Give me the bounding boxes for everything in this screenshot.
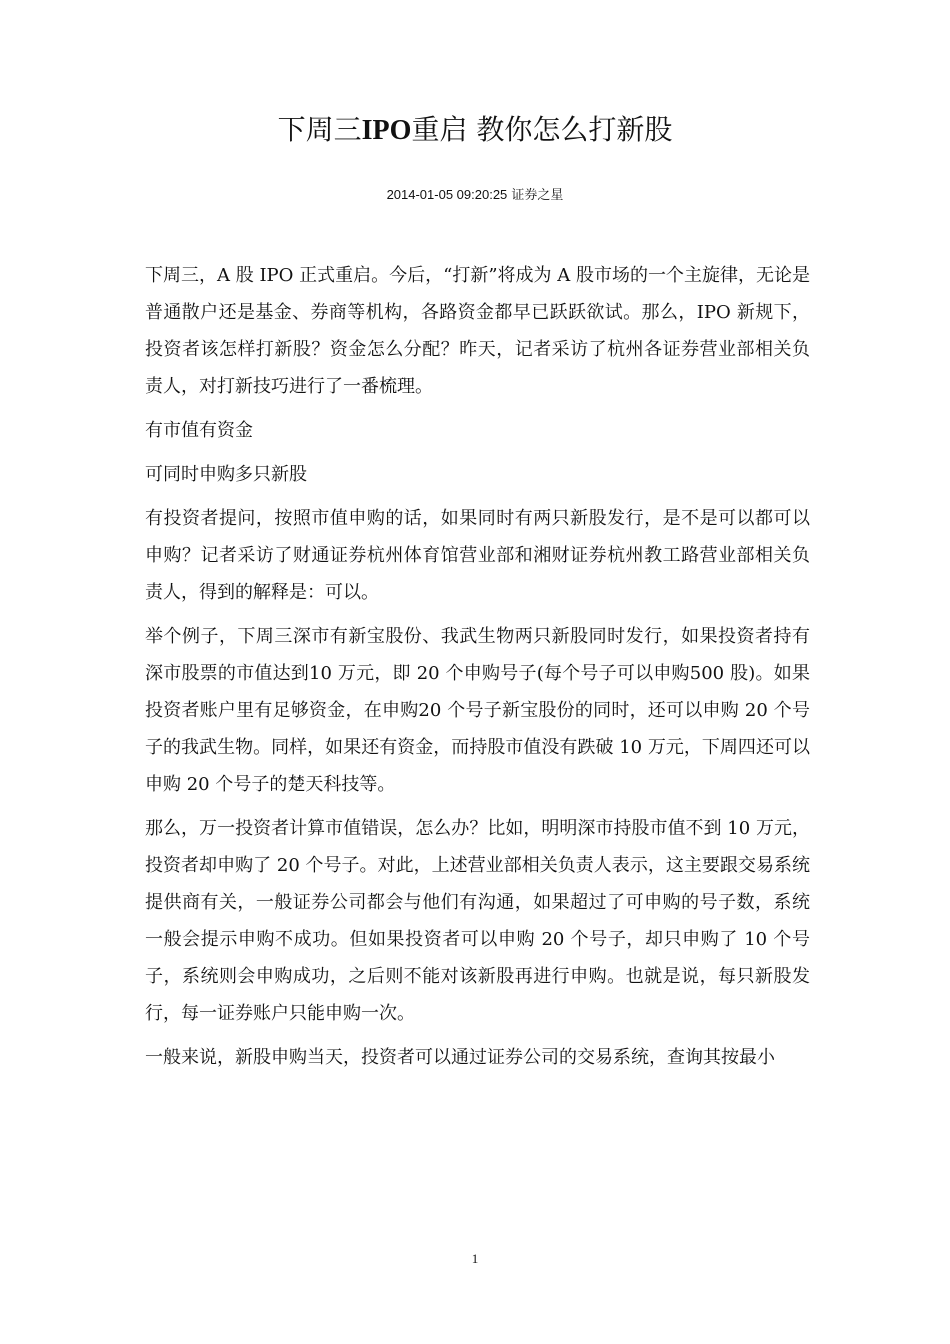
paragraph-continued: 一般来说，新股申购当天，投资者可以通过证券公司的交易系统，查询其按最小 [145,1047,775,1068]
paragraph-question: 有投资者提问，按照市值申购的话，如果同时有两只新股发行，是不是可以都可以申购？记者采访了财通证券杭州体育馆营业部和湘财证券杭州教工路营业部相关负责人，得到的解释是：可以。 [145,508,810,603]
article-body [145,257,810,1083]
title-part-2: IPO [361,115,412,146]
paragraph-intro: 下周三，A 股 IPO 正式重启。今后，“打新”将成为 A 股市场的一个主旋律，无论是普通散户还是基金、券商等机构，各路资金都早已跃跃欲试。那么，IPO 新规下，投资者该怎样打新股？资金怎么分配？昨天，记者采访了杭州各证券营业部相关负责人，对打新技巧进行了一番梳理。 [145,265,810,397]
article-source: 证券之星 [511,188,564,203]
paragraph-error-case: 那么，万一投资者计算市值错误，怎么办？比如，明明深市持股市值不到 10 万元，投资者却申购了 20 个号子。对此，上述营业部相关负责人表示，这主要跟交易系统提供商有关，一般证券公司都会与他们有沟通，如果超过了可申购的号子数，系统一般会提示申购不成功。但如果投资者可以申购 20 个号子，却只申购了 10 个号子，系统则会申购成功，之后则不能对该新股再进行申购。也就是说，每只新股发行，每一证券账户只能申购一次。 [145,818,810,1024]
title-part-1: 下周三 [277,113,362,146]
article-meta [0,186,950,205]
paragraph-example: 举个例子，下周三深市有新宝股份、我武生物两只新股同时发行，如果投资者持有深市股票的市值达到10 万元，即 20 个申购号子(每个号子可以申购500 股)。如果投资者账户里有足够资金，在申购20 个号子新宝股份的同时，还可以申购 20 个号子的我武生物。同样，如果还有资金，而持股市值没有跌破 10 万元，下周四还可以申购 20 个号子的楚天科技等。 [145,626,810,795]
title-part-3: 重启 教你怎么打新股 [411,113,673,146]
section-heading-2: 可同时申购多只新股 [145,464,307,485]
page-number: 1 [471,1251,479,1266]
publish-timestamp: 2014-01-05 09:20:25 [386,187,508,202]
article-title [0,110,950,151]
section-heading-1: 有市值有资金 [145,420,253,441]
